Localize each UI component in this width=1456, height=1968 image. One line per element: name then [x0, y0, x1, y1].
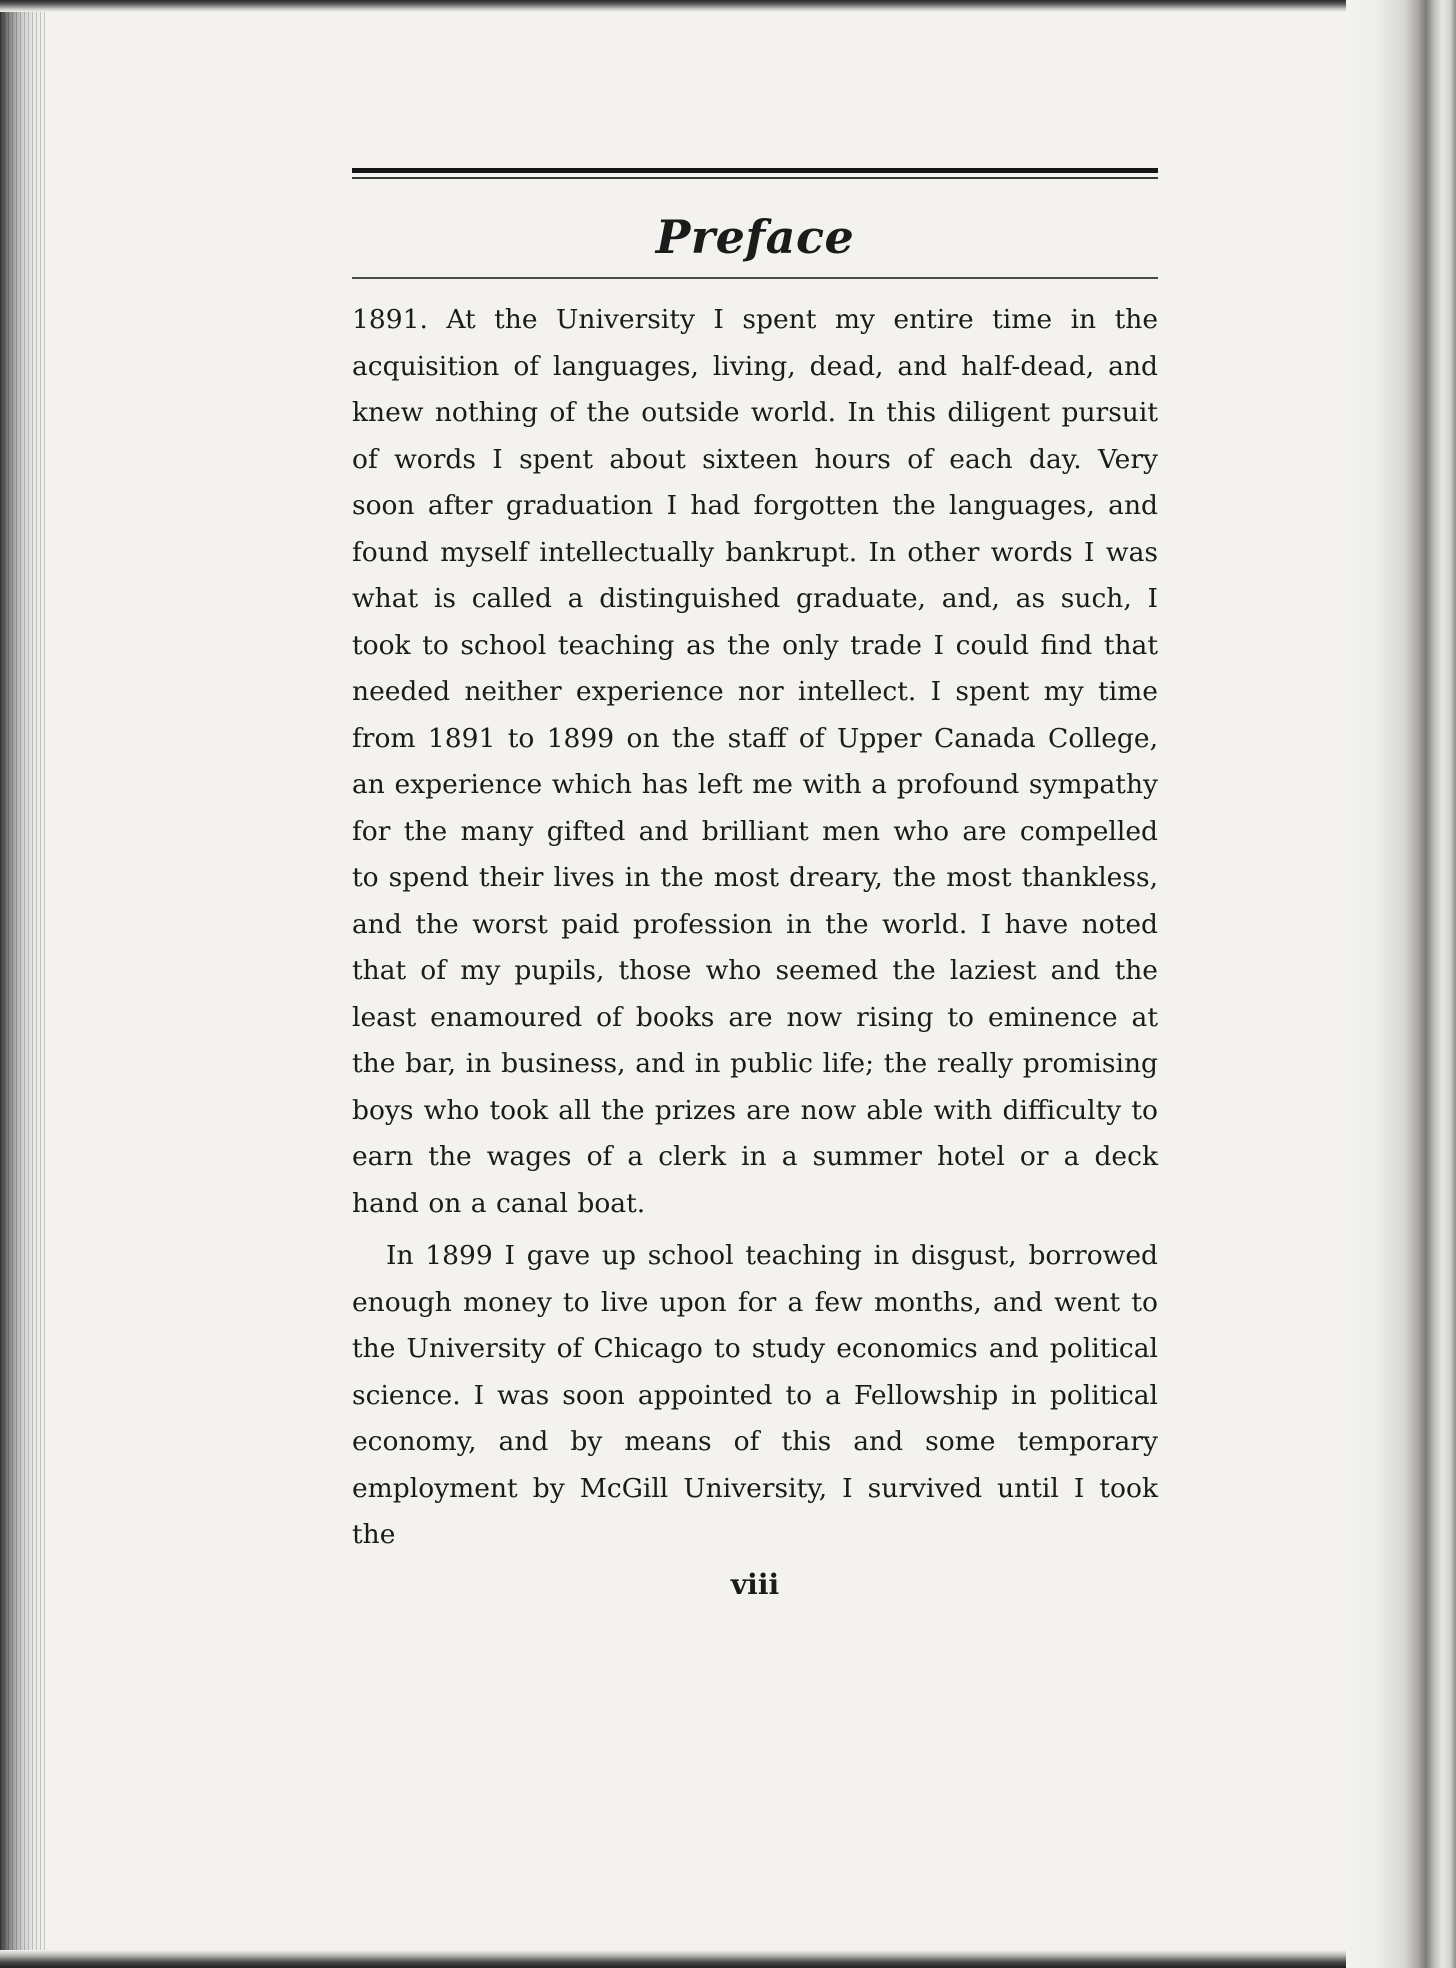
- book-page: [352, 168, 1158, 1605]
- page-number: viii: [730, 1567, 780, 1601]
- running-title: Preface: [655, 210, 855, 264]
- header-rule-thin: [352, 177, 1158, 179]
- page-stack-lines: [0, 0, 46, 1968]
- body-text: [352, 297, 1158, 1559]
- right-page-fold: [1346, 0, 1456, 1968]
- paragraph: 1891. At the University I spent my entire time in the acquisition of languages, living, dead, and half-dead, and knew nothing of the outside world. In this diligent pursuit of words I spent about sixteen hours of each day. Very soon after graduation I had forgotten the languages, and found myself intellectually bankrupt. In other words I was what is called a distinguished graduate, and, as such, I took to school teaching as the only trade I could find that needed neither experience nor intellect. I spent my time from 1891 to 1899 on the staff of Upper Canada College, an experience which has left me with a profound sympathy for the many gifted and brilliant men who are compelled to spend their lives in the most dreary, the most thankless, and the worst paid profession in the world. I have noted that of my pupils, those who seemed the laziest and the least enamoured of books are now rising to eminence at the bar, in business, and in public life; the really promising boys who took all the prizes are now able with difficulty to earn the wages of a clerk in a summer hotel or a deck hand on a canal boat.: [352, 304, 1158, 1219]
- bottom-border: [0, 1950, 1456, 1968]
- paragraph: In 1899 I gave up school teaching in disgust, borrowed enough money to live upon for a few months, and went to the University of Chicago to study economics and political science. I was soon appointed to a Fellowship in political economy, and by means of this and some temporary employment by McGill University, I survived until I took the: [352, 1240, 1158, 1550]
- top-border: [0, 0, 1456, 12]
- title-underline-rule: [352, 277, 1158, 279]
- header-rule-thick: [352, 168, 1158, 173]
